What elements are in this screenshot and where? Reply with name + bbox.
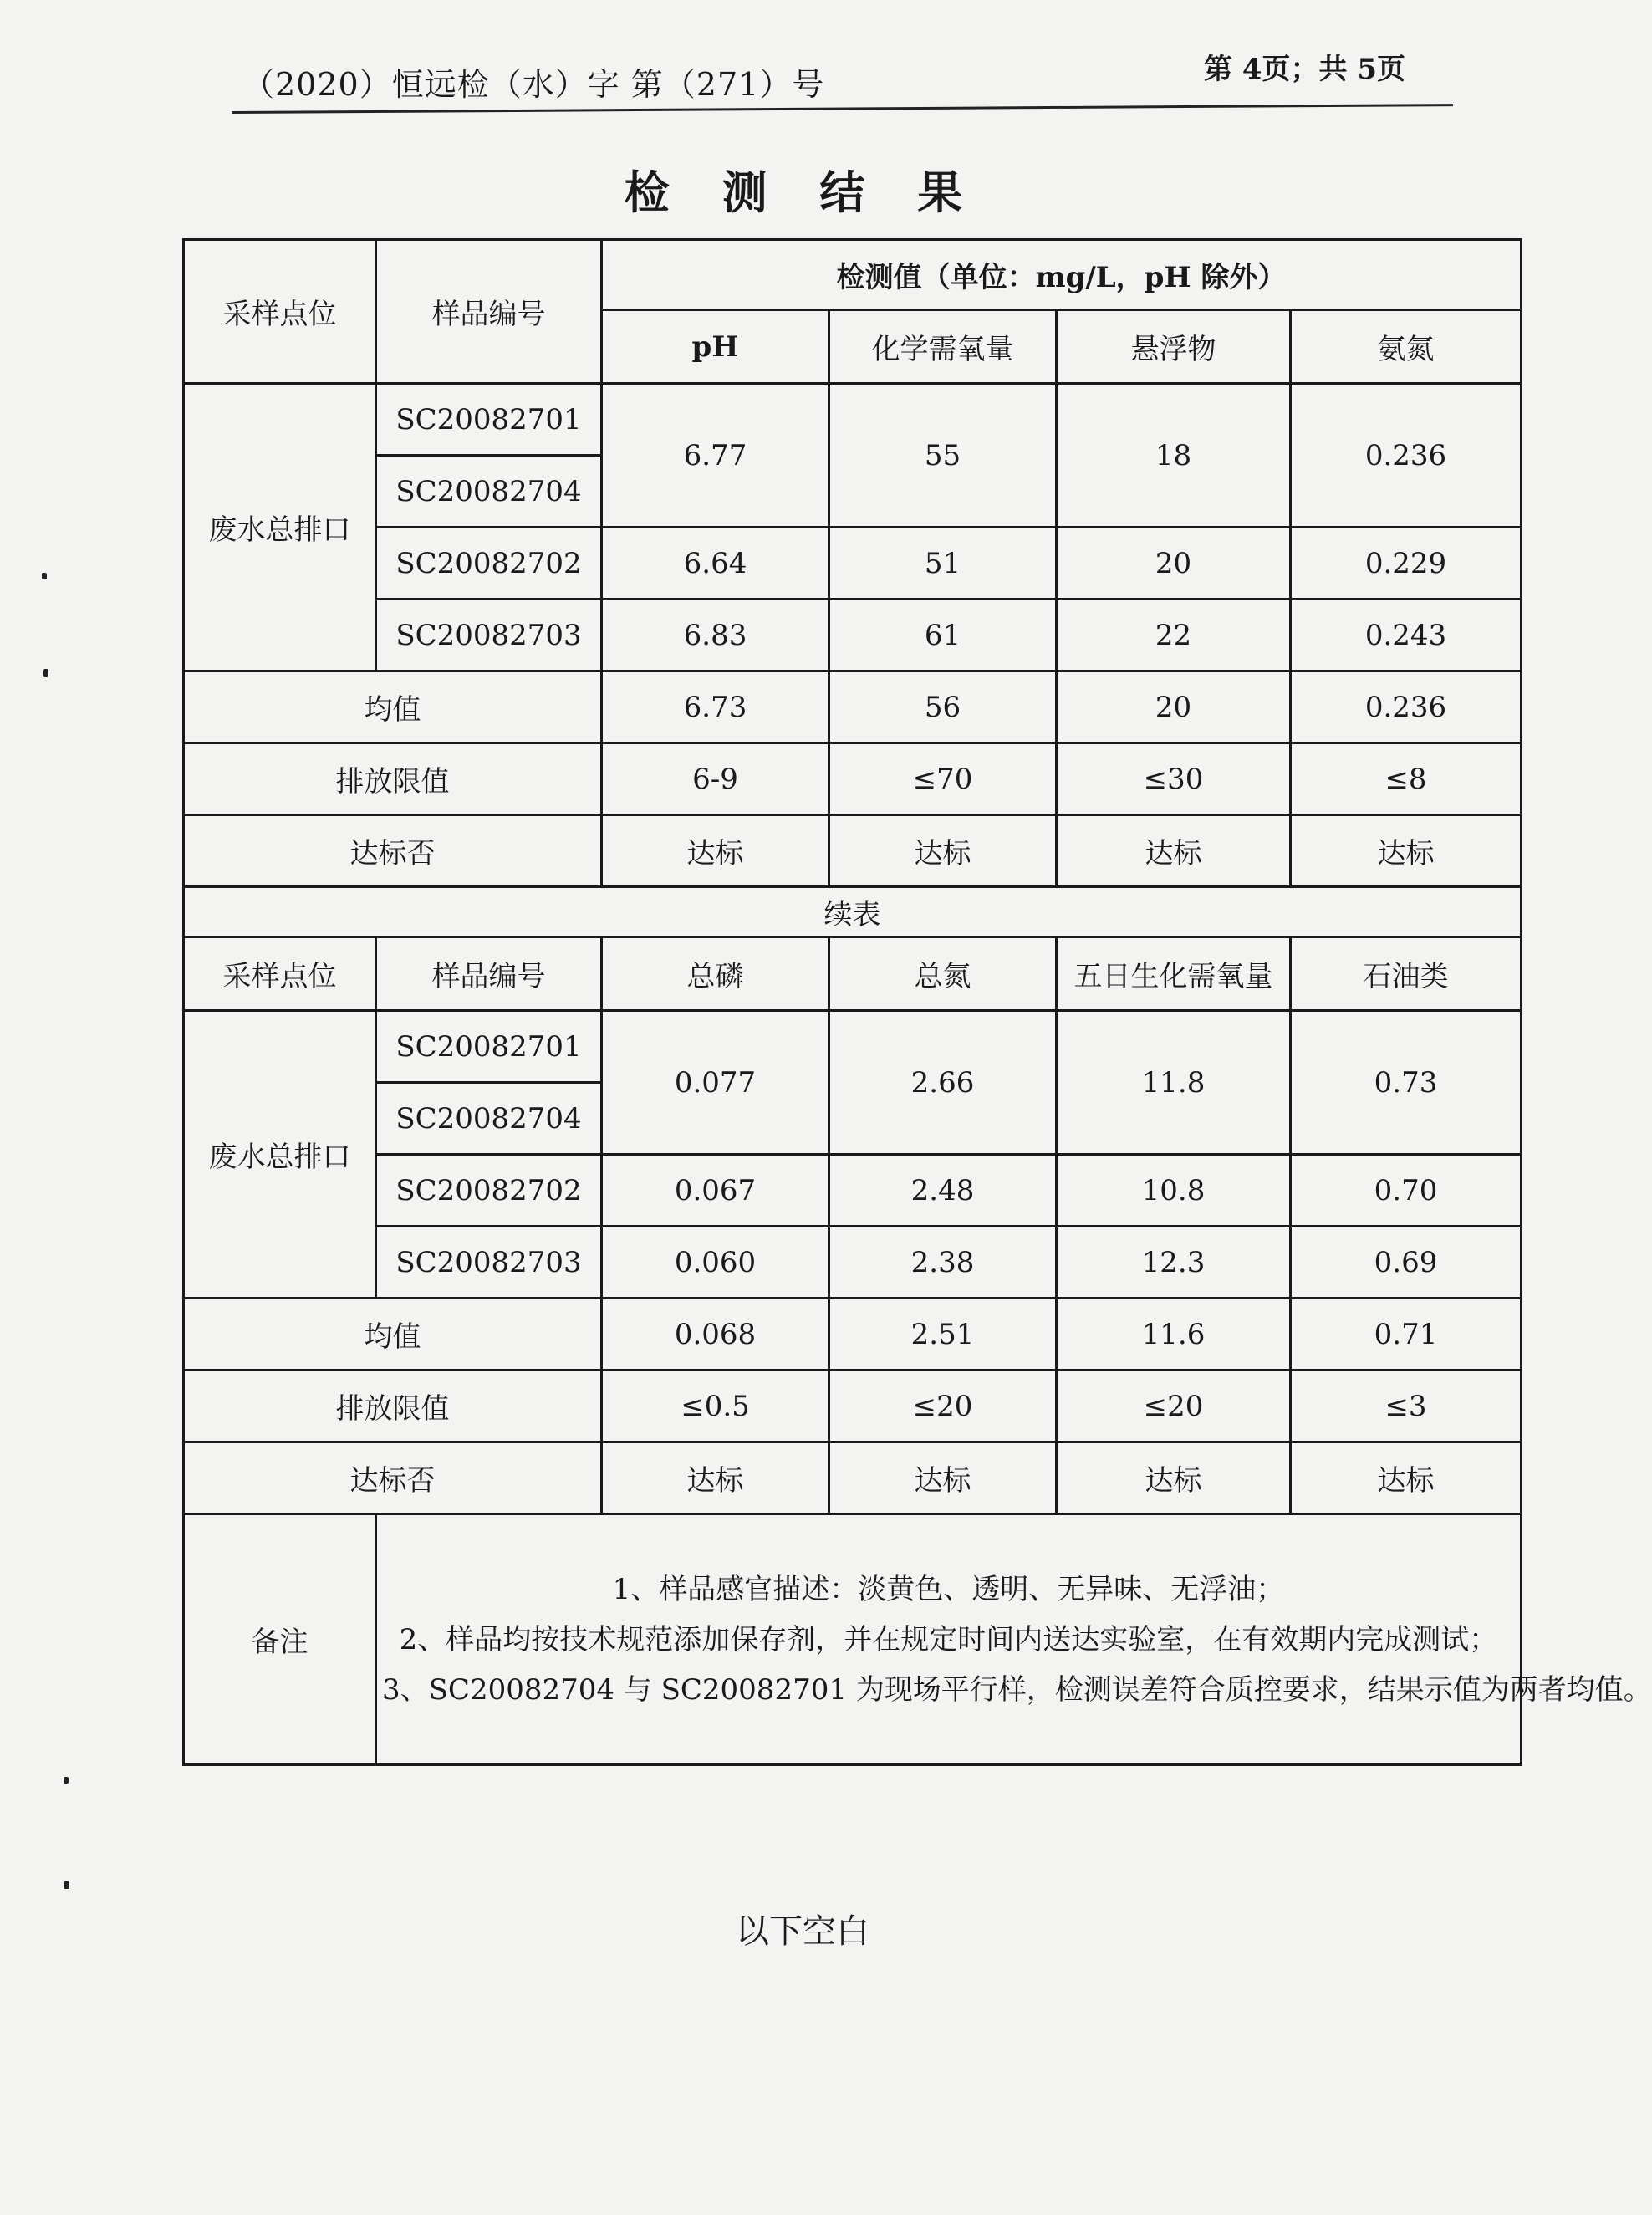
- blank-below-notice: 以下空白: [736, 1912, 869, 1951]
- continued-label: 续表: [184, 887, 1522, 937]
- pass-value: 达标: [1057, 815, 1291, 887]
- pass-value: 达标: [1057, 1442, 1291, 1514]
- param-header: 五日生化需氧量: [1057, 937, 1291, 1011]
- scan-speck: [42, 573, 47, 579]
- pass-value: 达标: [829, 1442, 1057, 1514]
- limit-value: ≤70: [829, 743, 1057, 815]
- sample-id: SC20082704: [376, 1083, 602, 1155]
- pass-value: 达标: [1291, 815, 1522, 887]
- mean-value: 0.236: [1291, 671, 1522, 743]
- sample-id: SC20082702: [376, 528, 602, 600]
- limit-label: 排放限值: [184, 743, 602, 815]
- mean-label: 均值: [184, 1299, 602, 1370]
- note-item: 1、样品感官描述：淡黄色、透明、无异味、无浮油；: [612, 1572, 1285, 1606]
- value-cell: 0.229: [1291, 528, 1522, 600]
- value-cell: 20: [1057, 528, 1291, 600]
- pass-value: 达标: [602, 815, 829, 887]
- pass-value: 达标: [602, 1442, 829, 1514]
- mean-value: 0.71: [1291, 1299, 1522, 1370]
- mean-value: 20: [1057, 671, 1291, 743]
- mean-label: 均值: [184, 671, 602, 743]
- value-cell: 22: [1057, 600, 1291, 671]
- param-header: 石油类: [1291, 937, 1522, 1011]
- param-header: 总磷: [602, 937, 829, 1011]
- mean-value: 56: [829, 671, 1057, 743]
- sample-id: SC20082701: [376, 1011, 602, 1083]
- value-cell: 11.8: [1057, 1011, 1291, 1155]
- limit-label: 排放限值: [184, 1370, 602, 1442]
- value-cell: 2.38: [829, 1227, 1057, 1299]
- page-title: 检 测 结 果: [624, 166, 982, 219]
- col-header-sample: 样品编号: [376, 240, 602, 384]
- param-header: 悬浮物: [1057, 310, 1291, 384]
- value-cell: 0.067: [602, 1155, 829, 1227]
- param-header: 化学需氧量: [829, 310, 1057, 384]
- value-cell: 10.8: [1057, 1155, 1291, 1227]
- pass-label: 达标否: [184, 815, 602, 887]
- value-cell: 51: [829, 528, 1057, 600]
- sample-id: SC20082703: [376, 600, 602, 671]
- mean-value: 6.73: [602, 671, 829, 743]
- limit-value: ≤0.5: [602, 1370, 829, 1442]
- value-cell: 6.77: [602, 384, 829, 528]
- limit-value: ≤20: [829, 1370, 1057, 1442]
- page-indicator: 第 4页；共 5页: [1204, 53, 1405, 86]
- value-cell: 0.243: [1291, 600, 1522, 671]
- limit-value: ≤3: [1291, 1370, 1522, 1442]
- mean-value: 0.068: [602, 1299, 829, 1370]
- notes-label: 备注: [184, 1514, 376, 1765]
- value-cell: 0.077: [602, 1011, 829, 1155]
- note-item: 3、SC20082704 与 SC20082701 为现场平行样，检测误差符合质控要求，结果示值为两者均值。: [382, 1672, 1652, 1707]
- results-table: [182, 238, 1652, 1766]
- param-header: pH: [602, 310, 829, 384]
- limit-value: ≤30: [1057, 743, 1291, 815]
- value-cell: 0.73: [1291, 1011, 1522, 1155]
- col-header-site: 采样点位: [184, 937, 376, 1011]
- value-cell: 12.3: [1057, 1227, 1291, 1299]
- limit-value: ≤8: [1291, 743, 1522, 815]
- value-cell: 61: [829, 600, 1057, 671]
- limit-value: 6-9: [602, 743, 829, 815]
- mean-value: 11.6: [1057, 1299, 1291, 1370]
- pass-value: 达标: [1291, 1442, 1522, 1514]
- note-item: 2、样品均按技术规范添加保存剂，并在规定时间内送达实验室，在有效期内完成测试；: [399, 1622, 1498, 1656]
- col-header-site: 采样点位: [184, 240, 376, 384]
- sample-id: SC20082702: [376, 1155, 602, 1227]
- sample-id: SC20082703: [376, 1227, 602, 1299]
- value-cell: 0.69: [1291, 1227, 1522, 1299]
- mean-value: 2.51: [829, 1299, 1057, 1370]
- value-cell: 2.48: [829, 1155, 1057, 1227]
- notes-content: [376, 1514, 1652, 1765]
- value-cell: 0.70: [1291, 1155, 1522, 1227]
- site-cell: 废水总排口: [184, 384, 376, 671]
- value-cell: 18: [1057, 384, 1291, 528]
- sample-id: SC20082701: [376, 384, 602, 456]
- header-rule: [232, 104, 1453, 114]
- pass-label: 达标否: [184, 1442, 602, 1514]
- col-header-sample: 样品编号: [376, 937, 602, 1011]
- scan-speck: [64, 1777, 69, 1784]
- param-header: 总氮: [829, 937, 1057, 1011]
- value-cell: 6.64: [602, 528, 829, 600]
- value-cell: 55: [829, 384, 1057, 528]
- site-cell: 废水总排口: [184, 1011, 376, 1299]
- document-number: （2020）恒远检（水）字 第（271）号: [242, 66, 825, 103]
- scan-speck: [64, 1881, 69, 1889]
- value-cell: 6.83: [602, 600, 829, 671]
- scan-speck: [43, 669, 48, 677]
- group-header: 检测值（单位：mg/L，pH 除外）: [602, 240, 1522, 310]
- value-cell: 0.060: [602, 1227, 829, 1299]
- value-cell: 0.236: [1291, 384, 1522, 528]
- limit-value: ≤20: [1057, 1370, 1291, 1442]
- sample-id: SC20082704: [376, 456, 602, 528]
- pass-value: 达标: [829, 815, 1057, 887]
- value-cell: 2.66: [829, 1011, 1057, 1155]
- param-header: 氨氮: [1291, 310, 1522, 384]
